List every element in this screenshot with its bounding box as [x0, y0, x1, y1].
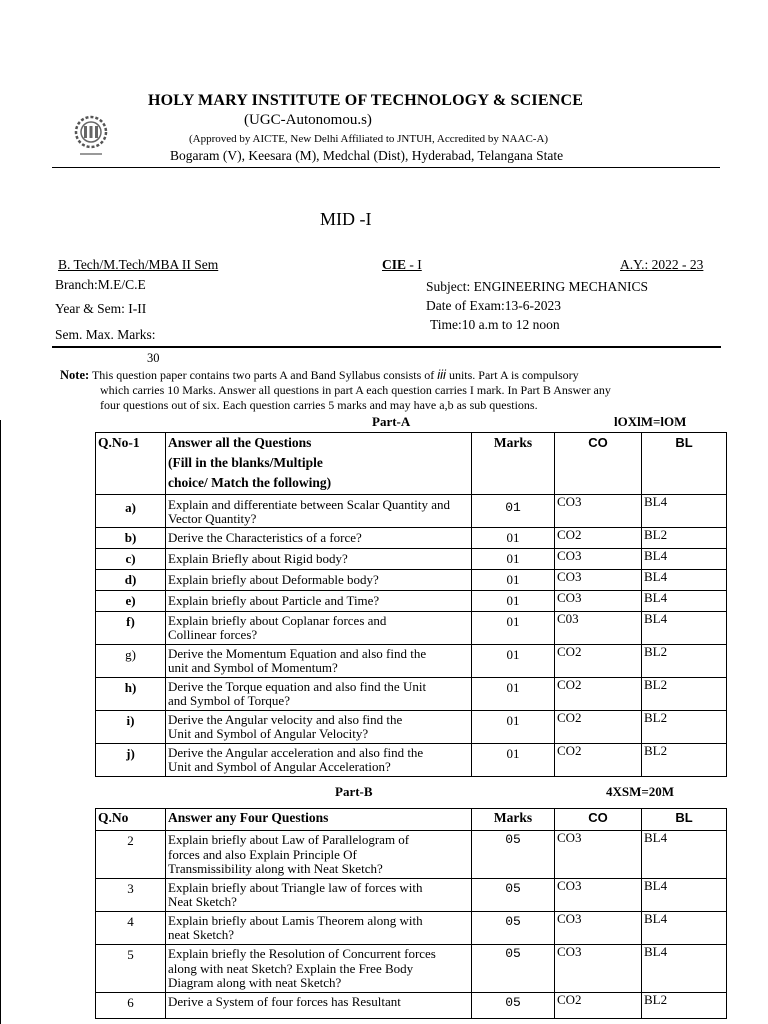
co-header: CO	[555, 809, 642, 831]
part-a-table	[95, 432, 727, 777]
question-line-2: along with neat Sketch? Explain the Free Body	[168, 960, 414, 976]
table-row	[96, 831, 727, 879]
marks-cell: 05	[472, 945, 555, 993]
co-cell: CO2	[555, 528, 642, 549]
question-number: f)	[96, 612, 166, 645]
institute-logo	[66, 112, 116, 160]
question-line-2: unit and Symbol of Momentum?	[168, 660, 338, 675]
question-number: g)	[96, 645, 166, 678]
question-line-1: Explain briefly the Resolution of Concurrent forces	[168, 946, 436, 961]
co-cell: CO3	[555, 945, 642, 993]
question-number: a)	[96, 495, 166, 528]
marks-cell: 01	[472, 549, 555, 570]
note-line-1	[60, 367, 730, 383]
question-header-line-1: Answer all the Questions	[168, 435, 312, 450]
question-header-line-2: (Fill in the blanks/Multiple	[168, 455, 323, 470]
question-number: i)	[96, 711, 166, 744]
section-divider	[52, 346, 721, 348]
exam-date: Date of Exam:13-6-2023	[426, 298, 561, 313]
note-line-3: four questions out of six. Each question carries 5 marks and may have a,b as sub questions.	[100, 398, 538, 412]
question-number: 5	[96, 945, 166, 993]
question-text	[166, 612, 472, 645]
question-line-1: Derive the Angular velocity and also find the	[168, 712, 403, 727]
bl-cell: BL2	[642, 744, 727, 777]
part-b-header-row	[96, 809, 727, 831]
marks-cell: 05	[472, 879, 555, 912]
question-line-1: Explain briefly about Coplanar forces and	[168, 613, 387, 628]
table-row	[96, 711, 727, 744]
marks-cell: 01	[472, 612, 555, 645]
co-cell: CO3	[555, 549, 642, 570]
marks-cell: 01	[472, 744, 555, 777]
subject: Subject: ENGINEERING MECHANICS	[426, 279, 648, 294]
table-row	[96, 570, 727, 591]
qno-header: Q.No	[96, 809, 166, 831]
bl-cell: BL4	[642, 945, 727, 993]
question-line-2: forces and also Explain Principle Of	[168, 846, 357, 862]
table-row	[96, 495, 727, 528]
question-text	[166, 945, 472, 993]
note-label: Note:	[60, 368, 90, 382]
qno-header	[96, 433, 166, 495]
bl-cell: BL2	[642, 711, 727, 744]
co-cell: CO2	[555, 678, 642, 711]
co-cell: CO2	[555, 711, 642, 744]
bl-cell: BL4	[642, 831, 727, 879]
part-b-label: Part-B	[335, 784, 373, 799]
question-header-line-3: choice/ Match the following)	[168, 475, 332, 490]
marks-cell: 01	[472, 591, 555, 612]
question-number: h)	[96, 678, 166, 711]
bl-cell: BL4	[642, 591, 727, 612]
question-line-1: Explain briefly about Lamis Theorem along with	[168, 913, 423, 928]
note-text-1a: This question paper contains two parts A and Band Syllabus consists of	[91, 368, 435, 382]
question-text	[166, 495, 472, 528]
question-text: Explain briefly about Deformable body?	[166, 570, 472, 591]
autonomy-status: (UGC-Autonomou.s)	[244, 112, 372, 128]
table-row	[96, 612, 727, 645]
marks-cell: 01	[472, 495, 555, 528]
part-b-table	[95, 808, 727, 1019]
approval-line: (Approved by AICTE, New Delhi Affiliated to JNTUH, Accredited by NAAC-A)	[189, 133, 549, 145]
institute-name: HOLY MARY INSTITUTE OF TECHNOLOGY & SCIENCE	[148, 92, 584, 109]
question-number: d)	[96, 570, 166, 591]
bl-header: BL	[642, 809, 727, 831]
question-header: Answer any Four Questions	[166, 809, 472, 831]
question-number: 6	[96, 993, 166, 1019]
marks-cell: 01	[472, 528, 555, 549]
question-line-2: neat Sketch?	[168, 927, 235, 942]
question-number: 3	[96, 879, 166, 912]
co-cell: CO3	[555, 831, 642, 879]
question-text	[166, 711, 472, 744]
bl-cell: BL2	[642, 645, 727, 678]
table-row	[96, 945, 727, 993]
question-line-3: Transmissibility along with Neat Sketch?	[168, 861, 383, 876]
marks-cell: 05	[472, 993, 555, 1019]
bl-cell: BL2	[642, 678, 727, 711]
question-number: 4	[96, 912, 166, 945]
bl-header: BL	[642, 433, 727, 495]
part-a-marks-formula: lOXlM=lOM	[614, 414, 687, 429]
question-text	[166, 678, 472, 711]
question-number: b)	[96, 528, 166, 549]
note-block	[60, 367, 730, 413]
bl-cell: BL4	[642, 879, 727, 912]
cie-number: - I	[406, 257, 422, 272]
part-b-marks-formula: 4XSM=20M	[606, 784, 675, 799]
question-line-1: Derive the Torque equation and also find the Unit	[168, 679, 427, 694]
question-text	[166, 645, 472, 678]
bl-cell: BL4	[642, 612, 727, 645]
question-number: c)	[96, 549, 166, 570]
question-text	[166, 879, 472, 912]
part-a-label: Part-A	[372, 414, 411, 429]
academic-year: A.Y.: 2022 - 23	[620, 257, 704, 272]
question-text: Explain Briefly about Rigid body?	[166, 549, 472, 570]
co-cell: C03	[555, 612, 642, 645]
marks-cell: 01	[472, 678, 555, 711]
bl-cell: BL2	[642, 528, 727, 549]
question-line-2: Neat Sketch?	[168, 894, 237, 909]
co-header: CO	[555, 433, 642, 495]
table-row	[96, 645, 727, 678]
note-line-2: which carries 10 Marks. Answer all questions in part A each question carries I mark. In Part B Answer any	[100, 383, 611, 397]
co-cell: CO3	[555, 591, 642, 612]
question-line-1: Explain briefly about Triangle law of forces with	[168, 880, 423, 895]
co-cell: CO2	[555, 645, 642, 678]
institute-address: Bogaram (V), Keesara (M), Medchal (Dist), Hyderabad, Telangana State	[170, 148, 564, 163]
table-row	[96, 528, 727, 549]
exam-title: MID -I	[320, 209, 372, 229]
question-number: e)	[96, 591, 166, 612]
table-row	[96, 912, 727, 945]
co-cell: CO3	[555, 879, 642, 912]
bl-cell: BL4	[642, 570, 727, 591]
question-text	[166, 744, 472, 777]
note-text-1b: units. Part A is compulsory	[448, 368, 579, 382]
max-marks-value: 30	[147, 351, 160, 365]
header-divider	[52, 167, 720, 168]
scan-edge	[0, 420, 1, 1024]
question-header	[166, 433, 472, 495]
cie-text: CIE	[382, 257, 407, 272]
year-sem: Year & Sem: I-II	[55, 301, 147, 316]
max-marks-label: Sem. Max. Marks:	[55, 327, 156, 342]
table-row	[96, 879, 727, 912]
question-line-3: Diagram along with neat Sketch?	[168, 975, 342, 990]
table-row	[96, 993, 727, 1019]
marks-header: Marks	[472, 809, 555, 831]
question-line-2: and Symbol of Torque?	[168, 693, 290, 708]
bl-cell: BL4	[642, 495, 727, 528]
marks-header: Marks	[472, 433, 555, 495]
bl-cell: BL4	[642, 549, 727, 570]
table-row	[96, 744, 727, 777]
marks-cell: 01	[472, 570, 555, 591]
question-line-1: Explain briefly about Law of Parallelogram of	[168, 832, 410, 847]
question-text: Explain briefly about Particle and Time?	[166, 591, 472, 612]
marks-cell: 01	[472, 645, 555, 678]
question-line-2: Collinear forces?	[168, 627, 258, 642]
co-cell: CO3	[555, 570, 642, 591]
exam-time: Time:10 a.m to 12 noon	[430, 317, 560, 332]
question-line-2: Vector Quantity?	[168, 511, 257, 526]
question-line-1: Explain and differentiate between Scalar Quantity and	[168, 497, 451, 512]
co-cell: CO3	[555, 912, 642, 945]
bl-cell: BL2	[642, 993, 727, 1019]
marks-cell: 05	[472, 831, 555, 879]
cie-label	[382, 257, 422, 273]
table-row	[96, 549, 727, 570]
program-line: B. Tech/M.Tech/MBA II Sem	[58, 257, 219, 272]
question-line-1: Derive the Angular acceleration and also find the	[168, 745, 424, 760]
question-text: Derive a System of four forces has Resultant	[166, 993, 472, 1019]
co-cell: CO2	[555, 993, 642, 1019]
question-number: 2	[96, 831, 166, 879]
co-cell: CO2	[555, 744, 642, 777]
marks-cell: 05	[472, 912, 555, 945]
co-cell: CO3	[555, 495, 642, 528]
table-row	[96, 591, 727, 612]
branch: Branch:M.E/C.E	[55, 277, 146, 292]
question-text	[166, 912, 472, 945]
question-text	[166, 831, 472, 879]
question-text: Derive the Characteristics of a force?	[166, 528, 472, 549]
question-line-2: Unit and Symbol of Angular Velocity?	[168, 726, 369, 741]
table-row	[96, 678, 727, 711]
part-a-header-row	[96, 433, 727, 495]
note-units: iii	[437, 367, 446, 382]
question-line-2: Unit and Symbol of Angular Acceleration?	[168, 759, 391, 774]
marks-cell: 01	[472, 711, 555, 744]
qno-header-text: Q.No-1	[98, 435, 140, 450]
bl-cell: BL4	[642, 912, 727, 945]
question-number: j)	[96, 744, 166, 777]
question-line-1: Derive the Momentum Equation and also find the	[168, 646, 427, 661]
